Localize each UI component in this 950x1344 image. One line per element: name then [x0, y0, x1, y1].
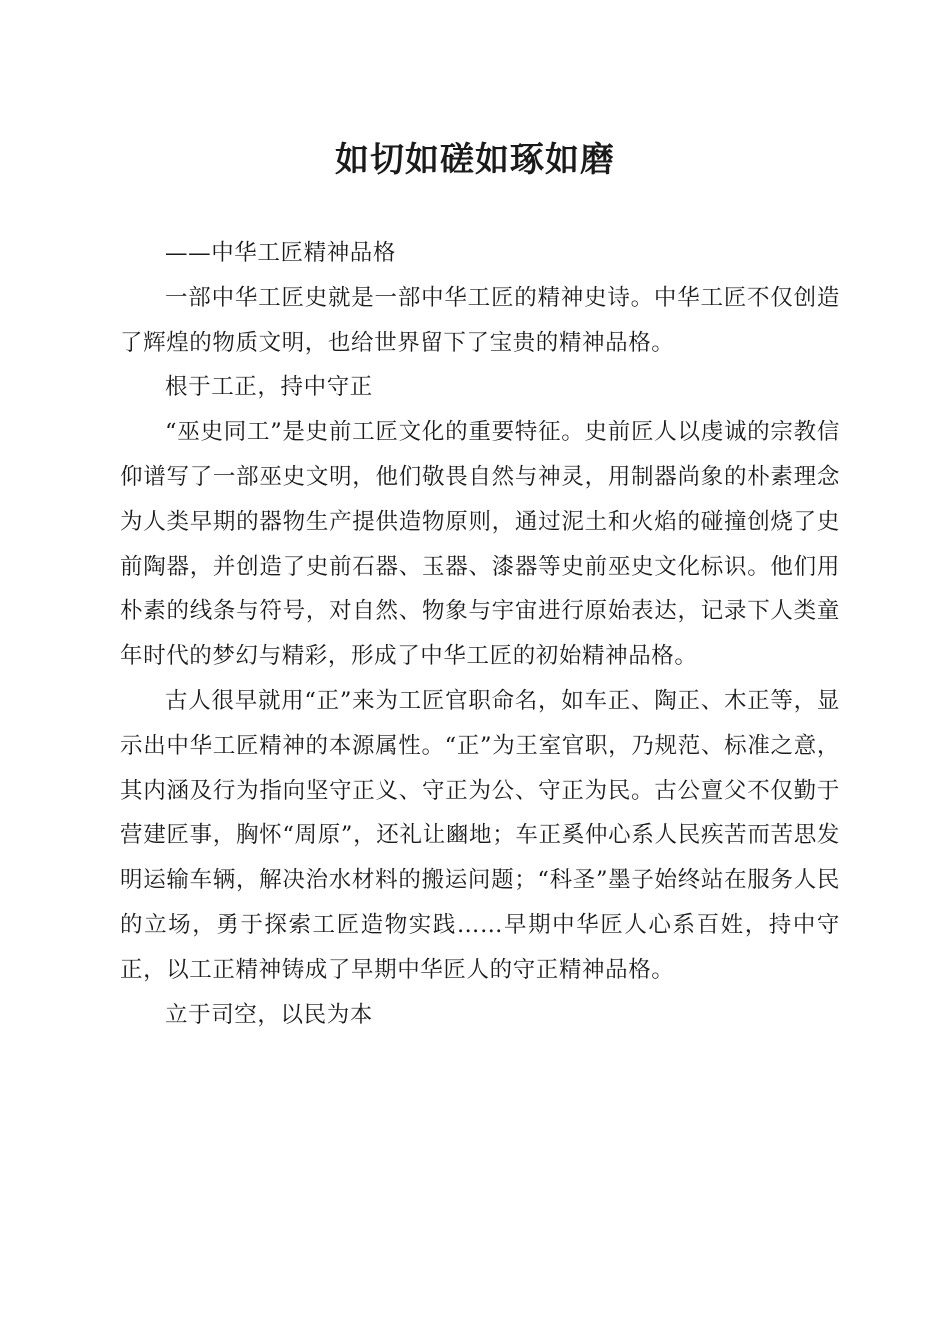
intro-paragraph: 一部中华工匠史就是一部中华工匠的精神史诗。中华工匠不仅创造了辉煌的物质文明，也给世界留下了宝贵的精神品格。 [120, 284, 840, 356]
body-paragraph-wushi: “巫史同工”是史前工匠文化的重要特征。史前匠人以虔诚的宗教信仰谱写了一部巫史文明，他们敬畏自然与神灵，用制器尚象的朴素理念为人类早期的器物生产提供造物原则，通过泥土和火焰的碰撞创烧了史前陶器，并创造了史前石器、玉器、漆器等史前巫史文化标识。他们用朴素的线条与符号，对自然、物象与宇宙进行原始表达，记录下人类童年时代的梦幻与精彩，形成了中华工匠的初始精神品格。 [120, 419, 840, 670]
subtitle-paragraph: ——中华工匠精神品格 [165, 240, 397, 266]
section-heading-gongzheng: 根于工正，持中守正 [165, 374, 373, 401]
document-title: 如切如磋如琢如磨 [335, 140, 615, 180]
section-heading-sikong: 立于司空，以民为本 [165, 1001, 373, 1028]
body-paragraph-zheng: 古人很早就用“正”来为工匠官职命名，如车正、陶正、木正等，显示出中华工匠精神的本源属性。“正”为王室官职，乃规范、标准之意，其内涵及行为指向坚守正义、守正为公、守正为民。古公亶父不仅勤于营建匠事，胸怀“周原”，还礼让豳地；车正奚仲心系人民疾苦而苦思发明运输车辆，解决治水材料的搬运问题；“科圣”墨子始终站在服务人民的立场，勇于探索工匠造物实践……早期中华匠人心系百姓，持中守正，以工正精神铸成了早期中华匠人的守正精神品格。 [120, 687, 840, 983]
document-body [120, 231, 840, 1037]
